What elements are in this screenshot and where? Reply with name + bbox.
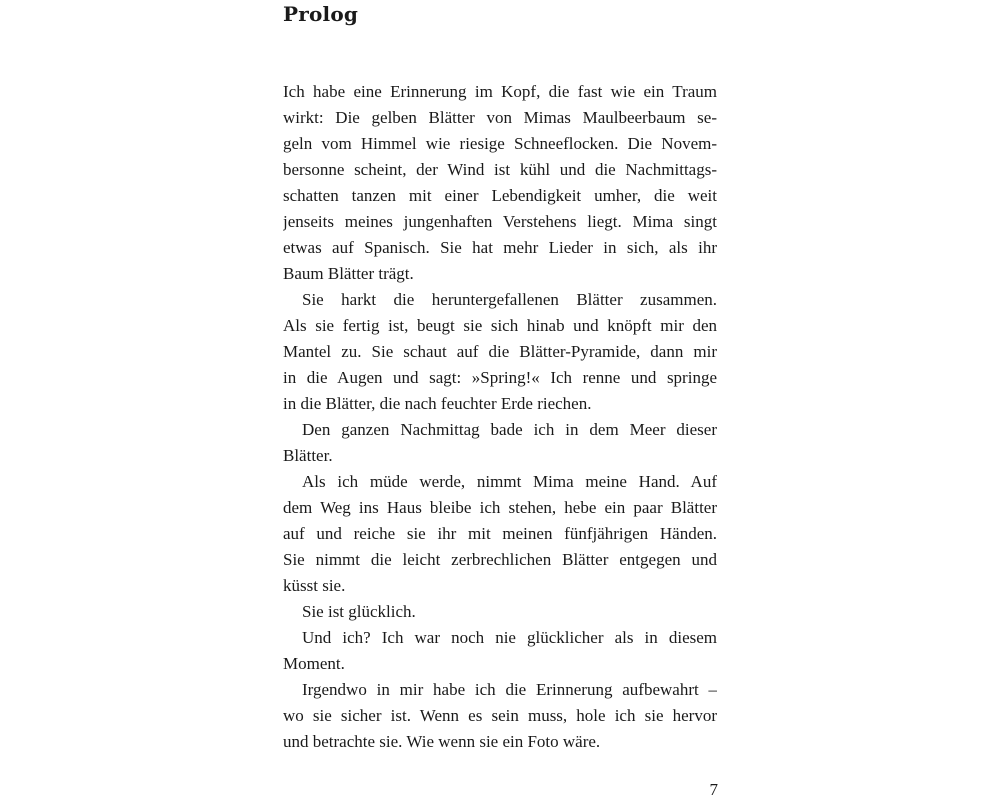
text-line: jenseits meines jungenhaften Verstehens liegt. Mima singt — [283, 212, 717, 231]
page-number: 7 — [709, 780, 718, 799]
text-line: Als sie fertig ist, beugt sie sich hinab und knöpft mir den — [283, 316, 717, 335]
text-line: Den ganzen Nachmittag bade ich in dem Meer dieser — [302, 420, 717, 439]
text-line: Baum Blätter trägt. — [283, 264, 414, 283]
text-line: Als ich müde werde, nimmt Mima meine Hand. Auf — [302, 472, 717, 491]
text-line: Sie harkt die heruntergefallenen Blätter zusammen. — [302, 290, 717, 309]
text-line: Moment. — [283, 654, 345, 673]
paragraph — [283, 677, 717, 755]
text-line: Mantel zu. Sie schaut auf die Blätter-Pyramide, dann mir — [283, 342, 717, 361]
text-line: Und ich? Ich war noch nie glücklicher als in diesem — [302, 628, 717, 647]
text-line: in die Blätter, die nach feuchter Erde riechen. — [283, 394, 592, 413]
text-line: Blätter. — [283, 446, 333, 465]
text-line: und betrachte sie. Wie wenn sie ein Foto wäre. — [283, 732, 601, 751]
paragraph — [283, 625, 717, 677]
text-line: Sie ist glücklich. — [302, 602, 416, 621]
prologue-text — [283, 79, 717, 755]
text-line: auf und reiche sie ihr mit meinen fünfjährigen Händen. — [283, 524, 717, 543]
paragraph — [283, 599, 717, 625]
text-line: geln vom Himmel wie riesige Schneeflocken. Die Novem- — [283, 134, 717, 153]
text-line: bersonne scheint, der Wind ist kühl und die Nachmittags- — [283, 160, 717, 179]
text-line: Sie nimmt die leicht zerbrechlichen Blätter entgegen und — [283, 550, 717, 569]
paragraph — [283, 469, 717, 599]
text-line: schatten tanzen mit einer Lebendigkeit umher, die weit — [283, 186, 717, 205]
text-line: küsst sie. — [283, 576, 346, 595]
paragraph — [283, 79, 717, 287]
paragraph — [283, 287, 717, 417]
text-line: Irgendwo in mir habe ich die Erinnerung aufbewahrt – — [302, 680, 717, 699]
text-line: wirkt: Die gelben Blätter von Mimas Maulbeerbaum se- — [283, 108, 717, 127]
text-line: in die Augen und sagt: »Spring!« Ich renne und springe — [283, 368, 717, 387]
text-line: dem Weg ins Haus bleibe ich stehen, hebe ein paar Blätter — [283, 498, 717, 517]
chapter-title: Prolog — [283, 2, 359, 26]
text-line: wo sie sicher ist. Wenn es sein muss, hole ich sie hervor — [283, 706, 717, 725]
paragraph — [283, 417, 717, 469]
text-line: Ich habe eine Erinnerung im Kopf, die fast wie ein Traum — [283, 82, 717, 101]
text-line: etwas auf Spanisch. Sie hat mehr Lieder in sich, als ihr — [283, 238, 717, 257]
